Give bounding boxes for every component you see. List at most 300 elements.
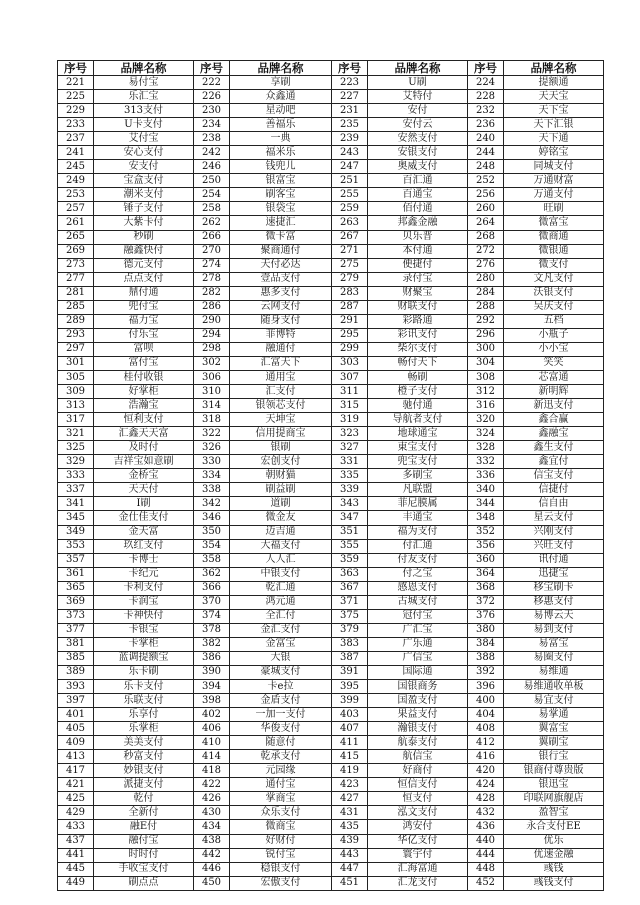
- serial-number-cell: 300: [468, 342, 504, 356]
- table-row: [58, 300, 604, 314]
- serial-number-cell: 279: [332, 272, 368, 286]
- serial-number-cell: 241: [58, 146, 94, 160]
- serial-number-cell: 432: [468, 806, 504, 820]
- table-row: [58, 694, 604, 708]
- serial-number-cell: 356: [468, 539, 504, 553]
- brand-name-cell: 卡神快付: [94, 609, 194, 623]
- serial-number-cell: 256: [468, 188, 504, 202]
- serial-number-cell: 444: [468, 848, 504, 862]
- header-row: [58, 61, 604, 76]
- serial-number-cell: 443: [332, 848, 368, 862]
- serial-number-cell: 406: [194, 722, 230, 736]
- brand-name-cell: 大紫卡付: [94, 216, 194, 230]
- serial-number-cell: 254: [194, 188, 230, 202]
- serial-number-cell: 403: [332, 708, 368, 722]
- serial-number-cell: 416: [468, 750, 504, 764]
- brand-name-cell: 及时付: [94, 441, 194, 455]
- brand-name-cell: 豪城支付: [230, 665, 332, 679]
- brand-name-cell: 兴旺支付: [504, 539, 604, 553]
- serial-number-cell: 380: [468, 623, 504, 637]
- brand-name-cell: 手收宝支付: [94, 862, 194, 876]
- serial-number-cell: 442: [194, 848, 230, 862]
- brand-name-cell: 古城支付: [368, 595, 468, 609]
- brand-name-cell: 印联网旗舰店: [504, 792, 604, 806]
- serial-number-cell: 285: [58, 300, 94, 314]
- serial-number-cell: 332: [468, 455, 504, 469]
- serial-number-cell: 446: [194, 862, 230, 876]
- brand-name-cell: 乐汇宝: [94, 90, 194, 104]
- table-row: [58, 497, 604, 511]
- serial-number-cell: 252: [468, 174, 504, 188]
- table-row: [58, 876, 604, 890]
- header-brand-name: 品牌名称: [94, 61, 194, 76]
- brand-name-cell: 安支付: [94, 160, 194, 174]
- brand-name-cell: 云网支付: [230, 300, 332, 314]
- brand-name-cell: 享刷: [230, 76, 332, 90]
- serial-number-cell: 422: [194, 778, 230, 792]
- serial-number-cell: 311: [332, 385, 368, 399]
- table-row: [58, 356, 604, 370]
- brand-name-cell: 人人汇: [230, 553, 332, 567]
- brand-name-cell: 乾付: [94, 792, 194, 806]
- table-row: [58, 764, 604, 778]
- serial-number-cell: 401: [58, 708, 94, 722]
- brand-name-cell: 鑫生支付: [504, 441, 604, 455]
- serial-number-cell: 397: [58, 694, 94, 708]
- brand-name-cell: 新迅支付: [504, 399, 604, 413]
- brand-name-cell: 鑫融宝: [504, 427, 604, 441]
- serial-number-cell: 271: [332, 244, 368, 258]
- brand-name-cell: 卡e拉: [230, 680, 332, 694]
- table-row: [58, 820, 604, 834]
- table-row: [58, 637, 604, 651]
- serial-number-cell: 292: [468, 314, 504, 328]
- brand-name-cell: 汇鑫天天富: [94, 427, 194, 441]
- brand-name-cell: 同城支付: [504, 160, 604, 174]
- brand-name-cell: 迈吉通: [230, 525, 332, 539]
- brand-name-cell: 吉祥宝如意刷: [94, 455, 194, 469]
- brand-name-cell: 艾付宝: [94, 132, 194, 146]
- serial-number-cell: 302: [194, 356, 230, 370]
- serial-number-cell: 317: [58, 413, 94, 427]
- brand-name-cell: 星动吧: [230, 104, 332, 118]
- brand-name-cell: 易博云天: [504, 609, 604, 623]
- serial-number-cell: 377: [58, 623, 94, 637]
- serial-number-cell: 381: [58, 637, 94, 651]
- brand-name-cell: 泓文支付: [368, 806, 468, 820]
- brand-name-cell: 银领芯支付: [230, 399, 332, 413]
- brand-name-cell: 随身支付: [230, 314, 332, 328]
- serial-number-cell: 358: [194, 553, 230, 567]
- table-row: [58, 104, 604, 118]
- brand-name-cell: 鸿元通: [230, 595, 332, 609]
- brand-name-cell: 星云支付: [504, 511, 604, 525]
- serial-number-cell: 298: [194, 342, 230, 356]
- serial-number-cell: 414: [194, 750, 230, 764]
- brand-name-cell: 付乐宝: [94, 328, 194, 342]
- brand-name-cell: 313支付: [94, 104, 194, 118]
- serial-number-cell: 265: [58, 230, 94, 244]
- serial-number-cell: 439: [332, 834, 368, 848]
- serial-number-cell: 433: [58, 820, 94, 834]
- serial-number-cell: 260: [468, 202, 504, 216]
- brand-name-cell: 贝乐普: [368, 230, 468, 244]
- serial-number-cell: 448: [468, 862, 504, 876]
- brand-name-cell: 秒刷: [94, 230, 194, 244]
- brand-name-cell: 乐掌柜: [94, 722, 194, 736]
- brand-name-cell: 桂付收银: [94, 370, 194, 384]
- serial-number-cell: 233: [58, 118, 94, 132]
- brand-name-cell: 刷客宝: [230, 188, 332, 202]
- brand-name-cell: 国盈支付: [368, 694, 468, 708]
- serial-number-cell: 346: [194, 511, 230, 525]
- serial-number-cell: 395: [332, 680, 368, 694]
- brand-name-cell: 福米乐: [230, 146, 332, 160]
- serial-number-cell: 419: [332, 764, 368, 778]
- serial-number-cell: 389: [58, 665, 94, 679]
- brand-name-cell: 惠多支付: [230, 286, 332, 300]
- brand-name-cell: 微卡富: [230, 230, 332, 244]
- brand-name-cell: 航泰支付: [368, 736, 468, 750]
- table-row: [58, 806, 604, 820]
- serial-number-cell: 427: [332, 792, 368, 806]
- brand-name-cell: 付之宝: [368, 567, 468, 581]
- brand-name-cell: 微金友: [230, 511, 332, 525]
- serial-number-cell: 342: [194, 497, 230, 511]
- serial-number-cell: 452: [468, 876, 504, 890]
- serial-number-cell: 225: [58, 90, 94, 104]
- serial-number-cell: 366: [194, 581, 230, 595]
- serial-number-cell: 272: [468, 244, 504, 258]
- brand-name-cell: 航信宝: [368, 750, 468, 764]
- serial-number-cell: 421: [58, 778, 94, 792]
- table-row: [58, 286, 604, 300]
- table-row: [58, 525, 604, 539]
- brand-name-cell: 卡博士: [94, 553, 194, 567]
- brand-name-cell: 易维通收单板: [504, 680, 604, 694]
- brand-name-cell: 卡银宝: [94, 623, 194, 637]
- serial-number-cell: 362: [194, 567, 230, 581]
- table-row: [58, 413, 604, 427]
- brand-name-cell: 天天宝: [504, 90, 604, 104]
- table-row: [58, 441, 604, 455]
- brand-name-cell: 融通付: [230, 342, 332, 356]
- serial-number-cell: 415: [332, 750, 368, 764]
- brand-name-cell: 宝盒支付: [94, 174, 194, 188]
- serial-number-cell: 382: [194, 637, 230, 651]
- table-row: [58, 750, 604, 764]
- brand-name-cell: 信自由: [504, 497, 604, 511]
- brand-name-cell: 刷点点: [94, 876, 194, 890]
- brand-name-cell: 大福支付: [230, 539, 332, 553]
- serial-number-cell: 376: [468, 609, 504, 623]
- brand-name-cell: 佰付通: [368, 202, 468, 216]
- table-row: [58, 370, 604, 384]
- brand-name-cell: 乐卡支付: [94, 680, 194, 694]
- serial-number-cell: 266: [194, 230, 230, 244]
- serial-number-cell: 360: [468, 553, 504, 567]
- serial-number-cell: 310: [194, 385, 230, 399]
- brand-name-cell: 易富宝: [504, 637, 604, 651]
- serial-number-cell: 318: [194, 413, 230, 427]
- brand-name-cell: 金桥宝: [94, 469, 194, 483]
- serial-number-cell: 374: [194, 609, 230, 623]
- serial-number-cell: 391: [332, 665, 368, 679]
- brand-name-cell: 锤子支付: [94, 202, 194, 216]
- serial-number-cell: 297: [58, 342, 94, 356]
- brand-name-cell: 派捷支付: [94, 778, 194, 792]
- serial-number-cell: 242: [194, 146, 230, 160]
- serial-number-cell: 269: [58, 244, 94, 258]
- brand-name-cell: 感恩支付: [368, 581, 468, 595]
- serial-number-cell: 417: [58, 764, 94, 778]
- brand-name-cell: 冠付宝: [368, 609, 468, 623]
- table-row: [58, 342, 604, 356]
- serial-number-cell: 424: [468, 778, 504, 792]
- brand-name-cell: 道刷: [230, 497, 332, 511]
- brand-name-cell: 安付: [368, 104, 468, 118]
- brand-name-cell: 国际通: [368, 665, 468, 679]
- serial-number-cell: 288: [468, 300, 504, 314]
- brand-name-cell: 银商付尊贵版: [504, 764, 604, 778]
- table-row: [58, 455, 604, 469]
- brand-name-cell: 卡纪元: [94, 567, 194, 581]
- serial-number-cell: 320: [468, 413, 504, 427]
- brand-name-cell: 百通宝: [368, 188, 468, 202]
- serial-number-cell: 316: [468, 399, 504, 413]
- brand-name-cell: 微商宝: [230, 820, 332, 834]
- serial-number-cell: 402: [194, 708, 230, 722]
- brand-name-cell: 随意付: [230, 736, 332, 750]
- table-row: [58, 609, 604, 623]
- table-row: [58, 427, 604, 441]
- serial-number-cell: 398: [194, 694, 230, 708]
- serial-number-cell: 333: [58, 469, 94, 483]
- table-row: [58, 848, 604, 862]
- brand-name-cell: 天付必达: [230, 258, 332, 272]
- table-row: [58, 567, 604, 581]
- brand-name-cell: 微富宝: [504, 216, 604, 230]
- brand-name-cell: 翼刷宝: [504, 736, 604, 750]
- serial-number-cell: 404: [468, 708, 504, 722]
- serial-number-cell: 369: [58, 595, 94, 609]
- table-row: [58, 651, 604, 665]
- table-row: [58, 834, 604, 848]
- brand-name-cell: 彧钱: [504, 862, 604, 876]
- serial-number-cell: 321: [58, 427, 94, 441]
- brand-name-cell: 移惠支付: [504, 595, 604, 609]
- brand-name-cell: 导航者支付: [368, 413, 468, 427]
- table-row: [58, 202, 604, 216]
- brand-name-cell: 彩路通: [368, 314, 468, 328]
- serial-number-cell: 330: [194, 455, 230, 469]
- table-row: [58, 328, 604, 342]
- serial-number-cell: 410: [194, 736, 230, 750]
- brand-name-cell: 兜宝支付: [368, 455, 468, 469]
- brand-name-cell: 广乐通: [368, 637, 468, 651]
- serial-number-cell: 385: [58, 651, 94, 665]
- serial-number-cell: 303: [332, 356, 368, 370]
- serial-number-cell: 343: [332, 497, 368, 511]
- brand-name-cell: 信宝支付: [504, 469, 604, 483]
- serial-number-cell: 365: [58, 581, 94, 595]
- brand-name-cell: 果益支付: [368, 708, 468, 722]
- table-row: [58, 216, 604, 230]
- brand-name-cell: 通付宝: [230, 778, 332, 792]
- brand-name-cell: 吴庆支付: [504, 300, 604, 314]
- brand-name-cell: 乾承支付: [230, 750, 332, 764]
- serial-number-cell: 408: [468, 722, 504, 736]
- brand-name-cell: 万通支付: [504, 188, 604, 202]
- serial-number-cell: 405: [58, 722, 94, 736]
- brand-name-cell: 安心支付: [94, 146, 194, 160]
- table-row: [58, 511, 604, 525]
- brand-name-cell: 掌商宝: [230, 792, 332, 806]
- serial-number-cell: 280: [468, 272, 504, 286]
- serial-number-cell: 274: [194, 258, 230, 272]
- table-row: [58, 862, 604, 876]
- serial-number-cell: 344: [468, 497, 504, 511]
- brand-name-cell: 德元支付: [94, 258, 194, 272]
- brand-name-cell: 恒信支付: [368, 778, 468, 792]
- brand-name-cell: 时时付: [94, 848, 194, 862]
- brand-name-cell: 一加一支付: [230, 708, 332, 722]
- serial-number-cell: 399: [332, 694, 368, 708]
- brand-name-cell: 华亿支付: [368, 834, 468, 848]
- table-row: [58, 258, 604, 272]
- serial-number-cell: 237: [58, 132, 94, 146]
- serial-number-cell: 313: [58, 399, 94, 413]
- serial-number-cell: 407: [332, 722, 368, 736]
- serial-number-cell: 445: [58, 862, 94, 876]
- serial-number-cell: 227: [332, 90, 368, 104]
- serial-number-cell: 387: [332, 651, 368, 665]
- serial-number-cell: 289: [58, 314, 94, 328]
- brand-name-cell: 稳银支付: [230, 862, 332, 876]
- brand-name-cell: 银刷: [230, 441, 332, 455]
- brand-name-cell: 微银通: [504, 244, 604, 258]
- serial-number-cell: 270: [194, 244, 230, 258]
- brand-name-cell: 易付宝: [94, 76, 194, 90]
- brand-name-cell: 金天富: [94, 525, 194, 539]
- brand-name-cell: 优速金融: [504, 848, 604, 862]
- table-row: [58, 385, 604, 399]
- brand-name-cell: 众乐支付: [230, 806, 332, 820]
- brand-name-cell: 万通财富: [504, 174, 604, 188]
- table-row: [58, 272, 604, 286]
- brand-name-cell: 婷铭宝: [504, 146, 604, 160]
- brand-name-cell: 金汇支付: [230, 623, 332, 637]
- table-row: [58, 314, 604, 328]
- brand-name-cell: 广信宝: [368, 651, 468, 665]
- serial-number-cell: 287: [332, 300, 368, 314]
- serial-number-cell: 440: [468, 834, 504, 848]
- brand-name-cell: 彩讯支付: [368, 328, 468, 342]
- brand-name-cell: 多刷宝: [368, 469, 468, 483]
- serial-number-cell: 341: [58, 497, 94, 511]
- brand-name-cell: 微支付: [504, 258, 604, 272]
- table-row: [58, 665, 604, 679]
- serial-number-cell: 308: [468, 370, 504, 384]
- serial-number-cell: 450: [194, 876, 230, 890]
- brand-name-cell: 金富宝: [230, 637, 332, 651]
- serial-number-cell: 327: [332, 441, 368, 455]
- brand-name-cell: 银袋宝: [230, 202, 332, 216]
- brand-name-cell: 橙子支付: [368, 385, 468, 399]
- table-row: [58, 736, 604, 750]
- serial-number-cell: 336: [468, 469, 504, 483]
- serial-number-cell: 314: [194, 399, 230, 413]
- brand-name-cell: 富付宝: [94, 356, 194, 370]
- brand-name-cell: 朝财猫: [230, 469, 332, 483]
- brand-name-cell: 融E付: [94, 820, 194, 834]
- serial-number-cell: 276: [468, 258, 504, 272]
- brand-name-cell: 兴刚支付: [504, 525, 604, 539]
- brand-name-cell: 卡润宝: [94, 595, 194, 609]
- serial-number-cell: 430: [194, 806, 230, 820]
- serial-number-cell: 264: [468, 216, 504, 230]
- serial-number-cell: 240: [468, 132, 504, 146]
- serial-number-cell: 249: [58, 174, 94, 188]
- brand-name-cell: 奥威支付: [368, 160, 468, 174]
- brand-name-cell: 乐卡刷: [94, 665, 194, 679]
- serial-number-cell: 367: [332, 581, 368, 595]
- brand-name-cell: 便捷付: [368, 258, 468, 272]
- serial-number-cell: 359: [332, 553, 368, 567]
- serial-number-cell: 223: [332, 76, 368, 90]
- brand-name-cell: 芯富通: [504, 370, 604, 384]
- serial-number-cell: 268: [468, 230, 504, 244]
- serial-number-cell: 326: [194, 441, 230, 455]
- brand-name-cell: 锐付宝: [230, 848, 332, 862]
- serial-number-cell: 373: [58, 609, 94, 623]
- serial-number-cell: 347: [332, 511, 368, 525]
- serial-number-cell: 307: [332, 370, 368, 384]
- brand-name-cell: 柴尔支付: [368, 342, 468, 356]
- serial-number-cell: 296: [468, 328, 504, 342]
- serial-number-cell: 451: [332, 876, 368, 890]
- serial-number-cell: 423: [332, 778, 368, 792]
- serial-number-cell: 438: [194, 834, 230, 848]
- serial-number-cell: 429: [58, 806, 94, 820]
- brand-name-cell: 移宝刷卡: [504, 581, 604, 595]
- brand-name-cell: 浩瀚宝: [94, 399, 194, 413]
- header-serial: 序号: [58, 61, 94, 76]
- table-row: [58, 595, 604, 609]
- serial-number-cell: 361: [58, 567, 94, 581]
- brand-name-cell: 菲尼膜属: [368, 497, 468, 511]
- brand-name-cell: 天坤宝: [230, 413, 332, 427]
- brand-name-cell: 邦鑫金融: [368, 216, 468, 230]
- table-row: [58, 76, 604, 90]
- brand-name-cell: 艾特付: [368, 90, 468, 104]
- brand-name-cell: 本付通: [368, 244, 468, 258]
- serial-number-cell: 305: [58, 370, 94, 384]
- serial-number-cell: 339: [332, 483, 368, 497]
- brand-name-cell: 卡利支付: [94, 581, 194, 595]
- table-row: [58, 708, 604, 722]
- brand-name-cell: 汇富天下: [230, 356, 332, 370]
- table-row: [58, 160, 604, 174]
- serial-number-cell: 248: [468, 160, 504, 174]
- serial-number-cell: 281: [58, 286, 94, 300]
- serial-number-cell: 294: [194, 328, 230, 342]
- serial-number-cell: 426: [194, 792, 230, 806]
- serial-number-cell: 295: [332, 328, 368, 342]
- serial-number-cell: 319: [332, 413, 368, 427]
- serial-number-cell: 394: [194, 680, 230, 694]
- brand-name-cell: 融鑫快付: [94, 244, 194, 258]
